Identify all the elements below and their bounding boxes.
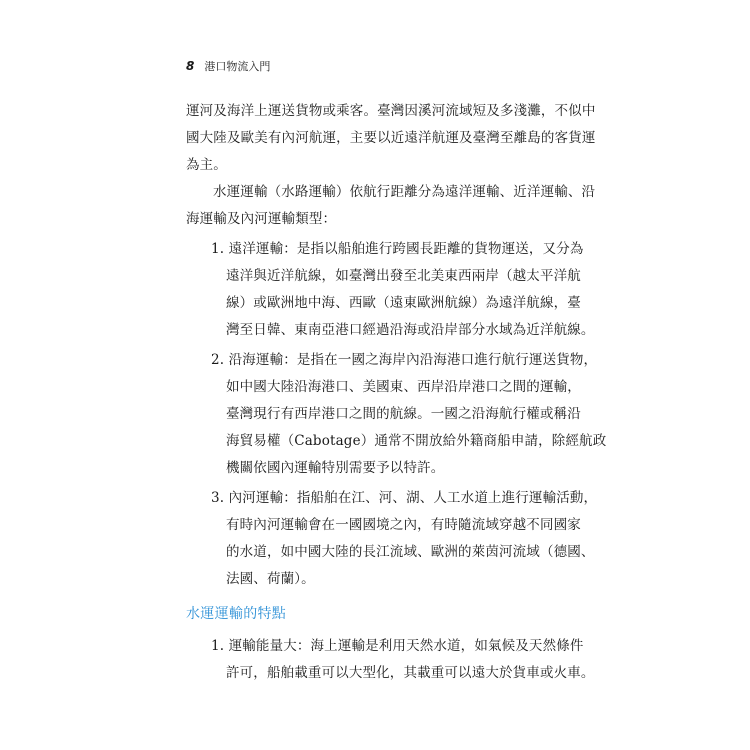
text-line: 國大陸及歐美有內河航運，主要以近遠洋航運及臺灣至離島的客貨運: [186, 130, 596, 146]
page-number: 8: [186, 59, 195, 73]
text-line: 臺灣現行有西岸港口之間的航線。一國之沿海航行權或稱沿: [226, 406, 581, 422]
text-line: 水運運輸（水路運輸）依航行距離分為遠洋運輸、近洋運輸、沿: [213, 184, 596, 200]
text-line: 法國、荷蘭）。: [226, 571, 315, 587]
running-title: 港口物流入門: [204, 60, 271, 73]
section-heading: 水運運輸的特點: [186, 606, 287, 622]
text-line: 的水道，如中國大陸的長江流域、歐洲的萊茵河流域（德國、: [226, 544, 595, 560]
page-header: [186, 58, 270, 74]
page-body: [186, 98, 607, 687]
text-line: 如中國大陸沿海港口、美國東、西岸沿岸港口之間的運輸，: [226, 379, 581, 395]
text-line: 機關依國內運輸特別需要予以特許。: [226, 460, 445, 476]
list-item-first-line: 1. 遠洋運輸：是指以船舶進行跨國長距離的貨物運送，又分為: [211, 241, 584, 257]
text-line: 運河及海洋上運送貨物或乘客。臺灣因溪河流域短及多淺灘，不似中: [186, 103, 596, 119]
text-line: 為主。: [186, 157, 227, 173]
list-item-first-line: 1. 運輸能量大：海上運輸是利用天然水道，如氣候及天然條件: [211, 638, 584, 654]
text-line: 灣至日韓、東南亞港口經過沿海或沿岸部分水域為近洋航線。: [226, 322, 595, 338]
text-line: 許可，船舶載重可以大型化，其載重可以遠大於貨車或火車。: [226, 665, 595, 681]
text-line: 線）或歐洲地中海、西歐（遠東歐洲航線）為遠洋航線，臺: [226, 295, 581, 311]
text-line: 有時內河運輸會在一國國境之內，有時隨流域穿越不同國家: [226, 517, 581, 533]
list-item-first-line: 2. 沿海運輸：是指在一國之海岸內沿海港口進行航行運送貨物，: [211, 352, 598, 368]
list-item-large-capacity: [186, 633, 595, 687]
list-item-ocean-transport: [186, 236, 595, 344]
list-item-inland-transport: [186, 485, 598, 593]
text-line: 遠洋與近洋航線，如臺灣出發至北美東西兩岸（越太平洋航: [226, 268, 581, 284]
text-line: 海貿易權（Cabotage）通常不開放給外籍商船申請，除經航政: [226, 433, 607, 449]
list-item-coastal-transport: [186, 347, 607, 482]
paragraph-1: [186, 98, 596, 179]
list-item-first-line: 3. 內河運輸：指船舶在江、河、湖、人工水道上進行運輸活動，: [211, 490, 598, 506]
text-line: 海運輸及內河運輸類型：: [186, 211, 337, 227]
paragraph-2: [186, 179, 596, 233]
